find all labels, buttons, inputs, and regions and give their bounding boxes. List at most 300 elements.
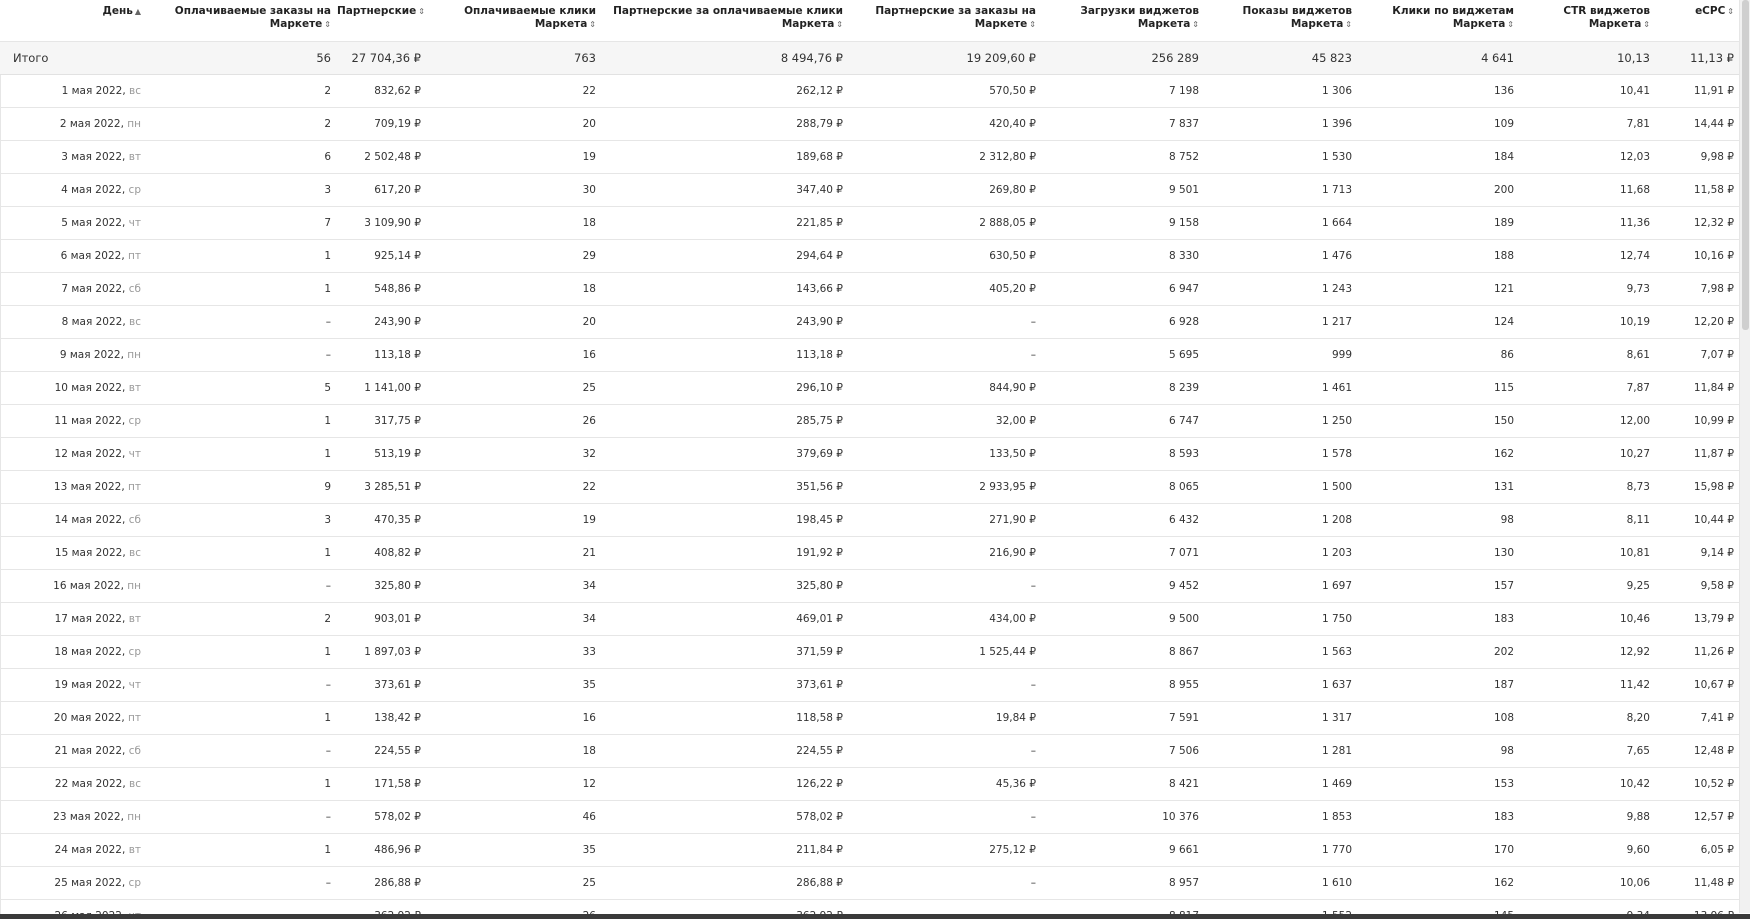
data-cell: 10,67 ₽ bbox=[1656, 668, 1740, 701]
data-cell: 578,02 ₽ bbox=[337, 800, 427, 833]
table-header-row bbox=[0, 0, 1740, 41]
data-cell: 131 bbox=[1358, 470, 1520, 503]
data-cell: 294,64 ₽ bbox=[602, 239, 849, 272]
data-cell: 513,19 ₽ bbox=[337, 437, 427, 470]
data-cell: 617,20 ₽ bbox=[337, 173, 427, 206]
data-cell: 191,92 ₽ bbox=[602, 536, 849, 569]
date-cell bbox=[0, 107, 147, 140]
data-cell: 286,88 ₽ bbox=[337, 866, 427, 899]
data-cell: 8,20 bbox=[1520, 701, 1656, 734]
table-row bbox=[0, 371, 1740, 404]
table-row bbox=[0, 866, 1740, 899]
data-cell: 1 bbox=[147, 701, 337, 734]
total-cell: 4 641 bbox=[1358, 41, 1520, 74]
column-header-label: CTR виджетов Маркета bbox=[1563, 5, 1650, 30]
data-cell: 7,65 bbox=[1520, 734, 1656, 767]
date-text: 10 мая 2022, bbox=[54, 381, 126, 394]
column-header-5[interactable] bbox=[602, 0, 849, 41]
date-cell bbox=[0, 767, 147, 800]
scrollbar-thumb[interactable] bbox=[1742, 0, 1749, 330]
date-cell bbox=[0, 74, 147, 107]
data-cell: 351,56 ₽ bbox=[602, 470, 849, 503]
data-cell: 8,73 bbox=[1520, 470, 1656, 503]
data-cell: 8 955 bbox=[1042, 668, 1205, 701]
data-cell: 9 158 bbox=[1042, 206, 1205, 239]
data-cell: 16 bbox=[427, 701, 602, 734]
date-text: 23 мая 2022, bbox=[53, 810, 124, 823]
total-label: Итого bbox=[0, 41, 147, 74]
weekday-text: пт bbox=[128, 480, 141, 493]
data-cell: 10 376 bbox=[1042, 800, 1205, 833]
data-cell: 832,62 ₽ bbox=[337, 74, 427, 107]
data-cell: 9 bbox=[147, 470, 337, 503]
data-cell: 6,05 ₽ bbox=[1656, 833, 1740, 866]
data-cell: 10,99 ₽ bbox=[1656, 404, 1740, 437]
data-cell: 630,50 ₽ bbox=[849, 239, 1042, 272]
date-text: 24 мая 2022, bbox=[54, 843, 126, 856]
table-row bbox=[0, 767, 1740, 800]
data-cell: 11,42 bbox=[1520, 668, 1656, 701]
data-cell: 285,75 ₽ bbox=[602, 404, 849, 437]
data-cell: – bbox=[849, 668, 1042, 701]
data-cell: 1 bbox=[147, 536, 337, 569]
data-cell: 1 bbox=[147, 635, 337, 668]
data-cell: 275,12 ₽ bbox=[849, 833, 1042, 866]
data-cell: 1 bbox=[147, 272, 337, 305]
data-cell: 5 695 bbox=[1042, 338, 1205, 371]
data-cell: 9 501 bbox=[1042, 173, 1205, 206]
date-cell bbox=[0, 569, 147, 602]
column-header-label: Оплачиваемые заказы на Маркете bbox=[174, 5, 331, 30]
data-cell: 12,32 ₽ bbox=[1656, 206, 1740, 239]
data-cell: 548,86 ₽ bbox=[337, 272, 427, 305]
data-cell: 1 bbox=[147, 833, 337, 866]
data-cell: 187 bbox=[1358, 668, 1520, 701]
data-cell: 12,74 bbox=[1520, 239, 1656, 272]
column-header-8[interactable] bbox=[1205, 0, 1358, 41]
data-cell: 1 469 bbox=[1205, 767, 1358, 800]
weekday-text: ср bbox=[128, 183, 141, 196]
data-cell: 8 330 bbox=[1042, 239, 1205, 272]
date-text: 15 мая 2022, bbox=[54, 546, 126, 559]
date-text: 22 мая 2022, bbox=[54, 777, 126, 790]
data-cell: – bbox=[147, 866, 337, 899]
weekday-text: пт bbox=[128, 711, 141, 724]
date-text: 16 мая 2022, bbox=[53, 579, 124, 592]
sort-toggle-icon[interactable]: ⇕ bbox=[836, 20, 843, 29]
data-cell: 6 432 bbox=[1042, 503, 1205, 536]
data-cell: 10,42 bbox=[1520, 767, 1656, 800]
data-cell: 903,01 ₽ bbox=[337, 602, 427, 635]
data-cell: 25 bbox=[427, 866, 602, 899]
date-cell bbox=[0, 635, 147, 668]
data-cell: 8,61 bbox=[1520, 338, 1656, 371]
data-cell: 136 bbox=[1358, 74, 1520, 107]
total-cell: 45 823 bbox=[1205, 41, 1358, 74]
data-cell: – bbox=[849, 569, 1042, 602]
date-cell bbox=[0, 470, 147, 503]
date-cell bbox=[0, 734, 147, 767]
date-text: 19 мая 2022, bbox=[54, 678, 126, 691]
date-cell bbox=[0, 272, 147, 305]
data-cell: 325,80 ₽ bbox=[602, 569, 849, 602]
data-cell: 12,03 bbox=[1520, 140, 1656, 173]
data-cell: 9 661 bbox=[1042, 833, 1205, 866]
data-cell: 925,14 ₽ bbox=[337, 239, 427, 272]
data-cell: 373,61 ₽ bbox=[602, 668, 849, 701]
data-cell: 153 bbox=[1358, 767, 1520, 800]
data-cell: 183 bbox=[1358, 602, 1520, 635]
data-cell: – bbox=[849, 734, 1042, 767]
total-cell: 256 289 bbox=[1042, 41, 1205, 74]
data-cell: 20 bbox=[427, 305, 602, 338]
data-cell: 1 525,44 ₽ bbox=[849, 635, 1042, 668]
data-cell: 133,50 ₽ bbox=[849, 437, 1042, 470]
data-cell: 113,18 ₽ bbox=[602, 338, 849, 371]
data-cell: 11,91 ₽ bbox=[1656, 74, 1740, 107]
data-cell: 296,10 ₽ bbox=[602, 371, 849, 404]
sort-ascending-icon[interactable]: ▲ bbox=[134, 7, 141, 16]
data-cell: 35 bbox=[427, 833, 602, 866]
date-text: 13 мая 2022, bbox=[53, 480, 125, 493]
column-header-9[interactable] bbox=[1358, 0, 1520, 41]
date-text: 1 мая 2022, bbox=[61, 84, 126, 97]
table-row bbox=[0, 206, 1740, 239]
data-cell: 1 697 bbox=[1205, 569, 1358, 602]
data-cell: 124 bbox=[1358, 305, 1520, 338]
data-cell: 1 141,00 ₽ bbox=[337, 371, 427, 404]
data-cell: 12,48 ₽ bbox=[1656, 734, 1740, 767]
data-cell: 2 502,48 ₽ bbox=[337, 140, 427, 173]
data-cell: 1 bbox=[147, 404, 337, 437]
data-cell: 9 500 bbox=[1042, 602, 1205, 635]
data-cell: 999 bbox=[1205, 338, 1358, 371]
data-cell: 286,88 ₽ bbox=[602, 866, 849, 899]
data-cell: 46 bbox=[427, 800, 602, 833]
data-cell: 34 bbox=[427, 602, 602, 635]
data-cell: 6 947 bbox=[1042, 272, 1205, 305]
date-cell bbox=[0, 866, 147, 899]
data-cell: 126,22 ₽ bbox=[602, 767, 849, 800]
data-cell: 16 bbox=[427, 338, 602, 371]
data-cell: 10,16 ₽ bbox=[1656, 239, 1740, 272]
date-cell bbox=[0, 140, 147, 173]
data-cell: 405,20 ₽ bbox=[849, 272, 1042, 305]
data-cell: 8 957 bbox=[1042, 866, 1205, 899]
data-cell: 11,36 bbox=[1520, 206, 1656, 239]
data-cell: 130 bbox=[1358, 536, 1520, 569]
weekday-text: вт bbox=[128, 612, 141, 625]
data-cell: 269,80 ₽ bbox=[849, 173, 1042, 206]
data-cell: 162 bbox=[1358, 866, 1520, 899]
column-header-label: Партнерские за заказы на Маркете bbox=[875, 5, 1036, 30]
data-cell: 7,98 ₽ bbox=[1656, 272, 1740, 305]
data-cell: 1 bbox=[147, 767, 337, 800]
date-cell bbox=[0, 833, 147, 866]
data-cell: 12,00 bbox=[1520, 404, 1656, 437]
sort-toggle-icon[interactable]: ⇕ bbox=[1507, 20, 1514, 29]
vertical-scrollbar[interactable] bbox=[1739, 0, 1750, 913]
data-cell: 200 bbox=[1358, 173, 1520, 206]
sort-toggle-icon[interactable]: ⇕ bbox=[1643, 20, 1650, 29]
data-cell: 8 867 bbox=[1042, 635, 1205, 668]
data-cell: 1 281 bbox=[1205, 734, 1358, 767]
data-cell: 1 610 bbox=[1205, 866, 1358, 899]
data-cell: 11,58 ₽ bbox=[1656, 173, 1740, 206]
date-text: 9 мая 2022, bbox=[59, 348, 124, 361]
data-cell: 2 888,05 ₽ bbox=[849, 206, 1042, 239]
data-cell: 469,01 ₽ bbox=[602, 602, 849, 635]
weekday-text: чт bbox=[128, 447, 141, 460]
data-cell: 32 bbox=[427, 437, 602, 470]
data-cell: – bbox=[849, 305, 1042, 338]
data-cell: 2 933,95 ₽ bbox=[849, 470, 1042, 503]
data-cell: 10,46 bbox=[1520, 602, 1656, 635]
data-cell: 1 208 bbox=[1205, 503, 1358, 536]
data-cell: 3 bbox=[147, 173, 337, 206]
total-cell: 8 494,76 ₽ bbox=[602, 41, 849, 74]
data-cell: 118,58 ₽ bbox=[602, 701, 849, 734]
date-cell bbox=[0, 371, 147, 404]
data-cell: 1 243 bbox=[1205, 272, 1358, 305]
data-cell: 19 bbox=[427, 140, 602, 173]
sort-toggle-icon[interactable]: ⇕ bbox=[324, 20, 331, 29]
data-cell: 1 250 bbox=[1205, 404, 1358, 437]
column-header-label: День bbox=[102, 5, 133, 17]
date-cell bbox=[0, 305, 147, 338]
date-cell bbox=[0, 536, 147, 569]
table-row bbox=[0, 173, 1740, 206]
data-cell: – bbox=[849, 800, 1042, 833]
table-row bbox=[0, 734, 1740, 767]
data-cell: 108 bbox=[1358, 701, 1520, 734]
weekday-text: ср bbox=[128, 414, 141, 427]
table-row bbox=[0, 800, 1740, 833]
data-cell: 570,50 ₽ bbox=[849, 74, 1042, 107]
data-cell: 30 bbox=[427, 173, 602, 206]
table-row bbox=[0, 140, 1740, 173]
date-cell bbox=[0, 503, 147, 536]
data-cell: 10,41 bbox=[1520, 74, 1656, 107]
data-cell: 5 bbox=[147, 371, 337, 404]
data-cell: 262,12 ₽ bbox=[602, 74, 849, 107]
data-cell: 143,66 ₽ bbox=[602, 272, 849, 305]
column-header-1[interactable] bbox=[0, 0, 147, 41]
weekday-text: пн bbox=[127, 810, 141, 823]
data-cell: 347,40 ₽ bbox=[602, 173, 849, 206]
data-cell: 9,58 ₽ bbox=[1656, 569, 1740, 602]
total-cell: 56 bbox=[147, 41, 337, 74]
data-cell: 371,59 ₽ bbox=[602, 635, 849, 668]
data-cell: 86 bbox=[1358, 338, 1520, 371]
data-cell: 1 306 bbox=[1205, 74, 1358, 107]
table-row bbox=[0, 602, 1740, 635]
column-header-3[interactable] bbox=[337, 0, 427, 41]
data-cell: 373,61 ₽ bbox=[337, 668, 427, 701]
data-cell: 11,48 ₽ bbox=[1656, 866, 1740, 899]
data-cell: 20 bbox=[427, 107, 602, 140]
date-cell bbox=[0, 239, 147, 272]
data-cell: – bbox=[147, 338, 337, 371]
data-cell: 98 bbox=[1358, 503, 1520, 536]
date-text: 21 мая 2022, bbox=[54, 744, 126, 757]
date-cell bbox=[0, 668, 147, 701]
data-cell: 7 071 bbox=[1042, 536, 1205, 569]
data-cell: 211,84 ₽ bbox=[602, 833, 849, 866]
date-cell bbox=[0, 404, 147, 437]
data-cell: 183 bbox=[1358, 800, 1520, 833]
column-header-11[interactable] bbox=[1656, 0, 1740, 41]
data-cell: 243,90 ₽ bbox=[337, 305, 427, 338]
data-cell: 7 506 bbox=[1042, 734, 1205, 767]
data-cell: – bbox=[147, 734, 337, 767]
data-cell: 19,84 ₽ bbox=[849, 701, 1042, 734]
data-cell: 171,58 ₽ bbox=[337, 767, 427, 800]
date-cell bbox=[0, 338, 147, 371]
data-cell: 7,87 bbox=[1520, 371, 1656, 404]
data-cell: 15,98 ₽ bbox=[1656, 470, 1740, 503]
weekday-text: вс bbox=[129, 84, 141, 97]
data-cell: 202 bbox=[1358, 635, 1520, 668]
data-cell: 420,40 ₽ bbox=[849, 107, 1042, 140]
data-cell: 288,79 ₽ bbox=[602, 107, 849, 140]
data-cell: 2 bbox=[147, 107, 337, 140]
date-text: 6 мая 2022, bbox=[60, 249, 125, 262]
data-cell: 317,75 ₽ bbox=[337, 404, 427, 437]
table-row bbox=[0, 470, 1740, 503]
data-cell: 8 752 bbox=[1042, 140, 1205, 173]
sort-toggle-icon[interactable]: ⇕ bbox=[1029, 20, 1036, 29]
date-cell bbox=[0, 701, 147, 734]
data-cell: 1 637 bbox=[1205, 668, 1358, 701]
table-row bbox=[0, 569, 1740, 602]
weekday-text: пн bbox=[127, 117, 141, 130]
date-text: 3 мая 2022, bbox=[61, 150, 126, 163]
data-cell: 32,00 ₽ bbox=[849, 404, 1042, 437]
sort-toggle-icon[interactable]: ⇕ bbox=[589, 20, 596, 29]
data-cell: 1 bbox=[147, 437, 337, 470]
column-header-label: Оплачиваемые клики Маркета bbox=[464, 5, 596, 30]
column-header-2[interactable] bbox=[147, 0, 337, 41]
date-cell bbox=[0, 173, 147, 206]
table-row bbox=[0, 668, 1740, 701]
data-cell: 216,90 ₽ bbox=[849, 536, 1042, 569]
data-cell: 271,90 ₽ bbox=[849, 503, 1042, 536]
sort-toggle-icon[interactable]: ⇕ bbox=[418, 7, 425, 16]
data-cell: 10,44 ₽ bbox=[1656, 503, 1740, 536]
table-row bbox=[0, 74, 1740, 107]
data-cell: 7 bbox=[147, 206, 337, 239]
weekday-text: пн bbox=[127, 579, 141, 592]
column-header-6[interactable] bbox=[849, 0, 1042, 41]
data-cell: 34 bbox=[427, 569, 602, 602]
total-cell: 763 bbox=[427, 41, 602, 74]
data-cell: 11,68 bbox=[1520, 173, 1656, 206]
data-cell: 1 530 bbox=[1205, 140, 1358, 173]
data-cell: 8 421 bbox=[1042, 767, 1205, 800]
data-cell: 14,44 ₽ bbox=[1656, 107, 1740, 140]
data-cell: 10,06 bbox=[1520, 866, 1656, 899]
data-cell: 18 bbox=[427, 272, 602, 305]
column-header-label: Партнерские за оплачиваемые клики Маркета bbox=[613, 5, 843, 30]
table-row bbox=[0, 338, 1740, 371]
data-cell: 486,96 ₽ bbox=[337, 833, 427, 866]
data-cell: 115 bbox=[1358, 371, 1520, 404]
data-cell: 2 bbox=[147, 602, 337, 635]
data-cell: 1 664 bbox=[1205, 206, 1358, 239]
data-cell: 29 bbox=[427, 239, 602, 272]
column-header-4[interactable] bbox=[427, 0, 602, 41]
data-cell: 189,68 ₽ bbox=[602, 140, 849, 173]
total-cell: 11,13 ₽ bbox=[1656, 41, 1740, 74]
weekday-text: чт bbox=[128, 216, 141, 229]
data-cell: 3 109,90 ₽ bbox=[337, 206, 427, 239]
total-cell: 27 704,36 ₽ bbox=[337, 41, 427, 74]
data-cell: 7 591 bbox=[1042, 701, 1205, 734]
data-cell: 13,79 ₽ bbox=[1656, 602, 1740, 635]
data-cell: 1 317 bbox=[1205, 701, 1358, 734]
data-cell: 198,45 ₽ bbox=[602, 503, 849, 536]
data-cell: 709,19 ₽ bbox=[337, 107, 427, 140]
column-header-7[interactable] bbox=[1042, 0, 1205, 41]
data-cell: 1 bbox=[147, 239, 337, 272]
sort-toggle-icon[interactable]: ⇕ bbox=[1727, 7, 1734, 16]
data-cell: 224,55 ₽ bbox=[602, 734, 849, 767]
weekday-text: сб bbox=[128, 513, 141, 526]
data-cell: 325,80 ₽ bbox=[337, 569, 427, 602]
data-cell: – bbox=[147, 569, 337, 602]
data-cell: 7,81 bbox=[1520, 107, 1656, 140]
sort-toggle-icon[interactable]: ⇕ bbox=[1345, 20, 1352, 29]
data-cell: 1 563 bbox=[1205, 635, 1358, 668]
data-cell: 6 bbox=[147, 140, 337, 173]
weekday-text: чт bbox=[128, 678, 141, 691]
sort-toggle-icon[interactable]: ⇕ bbox=[1192, 20, 1199, 29]
table-row bbox=[0, 833, 1740, 866]
data-cell: 1 396 bbox=[1205, 107, 1358, 140]
table-row bbox=[0, 635, 1740, 668]
weekday-text: вс bbox=[129, 315, 141, 328]
data-cell: 150 bbox=[1358, 404, 1520, 437]
data-cell: 25 bbox=[427, 371, 602, 404]
data-cell: 1 770 bbox=[1205, 833, 1358, 866]
column-header-label: Клики по виджетам Маркета bbox=[1392, 5, 1514, 30]
column-header-10[interactable] bbox=[1520, 0, 1656, 41]
data-cell: 138,42 ₽ bbox=[337, 701, 427, 734]
data-cell: 9,73 bbox=[1520, 272, 1656, 305]
weekday-text: вс bbox=[129, 546, 141, 559]
weekday-text: ср bbox=[128, 645, 141, 658]
weekday-text: вт bbox=[128, 150, 141, 163]
data-cell: 22 bbox=[427, 74, 602, 107]
data-cell: 188 bbox=[1358, 239, 1520, 272]
table-row bbox=[0, 272, 1740, 305]
data-cell: 7,41 ₽ bbox=[1656, 701, 1740, 734]
data-cell: 9,88 bbox=[1520, 800, 1656, 833]
data-cell: – bbox=[147, 668, 337, 701]
data-cell: – bbox=[849, 338, 1042, 371]
table-row bbox=[0, 305, 1740, 338]
date-text: 17 мая 2022, bbox=[54, 612, 126, 625]
date-text: 8 мая 2022, bbox=[61, 315, 126, 328]
data-cell: 109 bbox=[1358, 107, 1520, 140]
data-cell: 8 593 bbox=[1042, 437, 1205, 470]
data-cell: 408,82 ₽ bbox=[337, 536, 427, 569]
total-cell: 10,13 bbox=[1520, 41, 1656, 74]
date-text: 7 мая 2022, bbox=[61, 282, 126, 295]
date-text: 5 мая 2022, bbox=[61, 216, 126, 229]
data-cell: 21 bbox=[427, 536, 602, 569]
